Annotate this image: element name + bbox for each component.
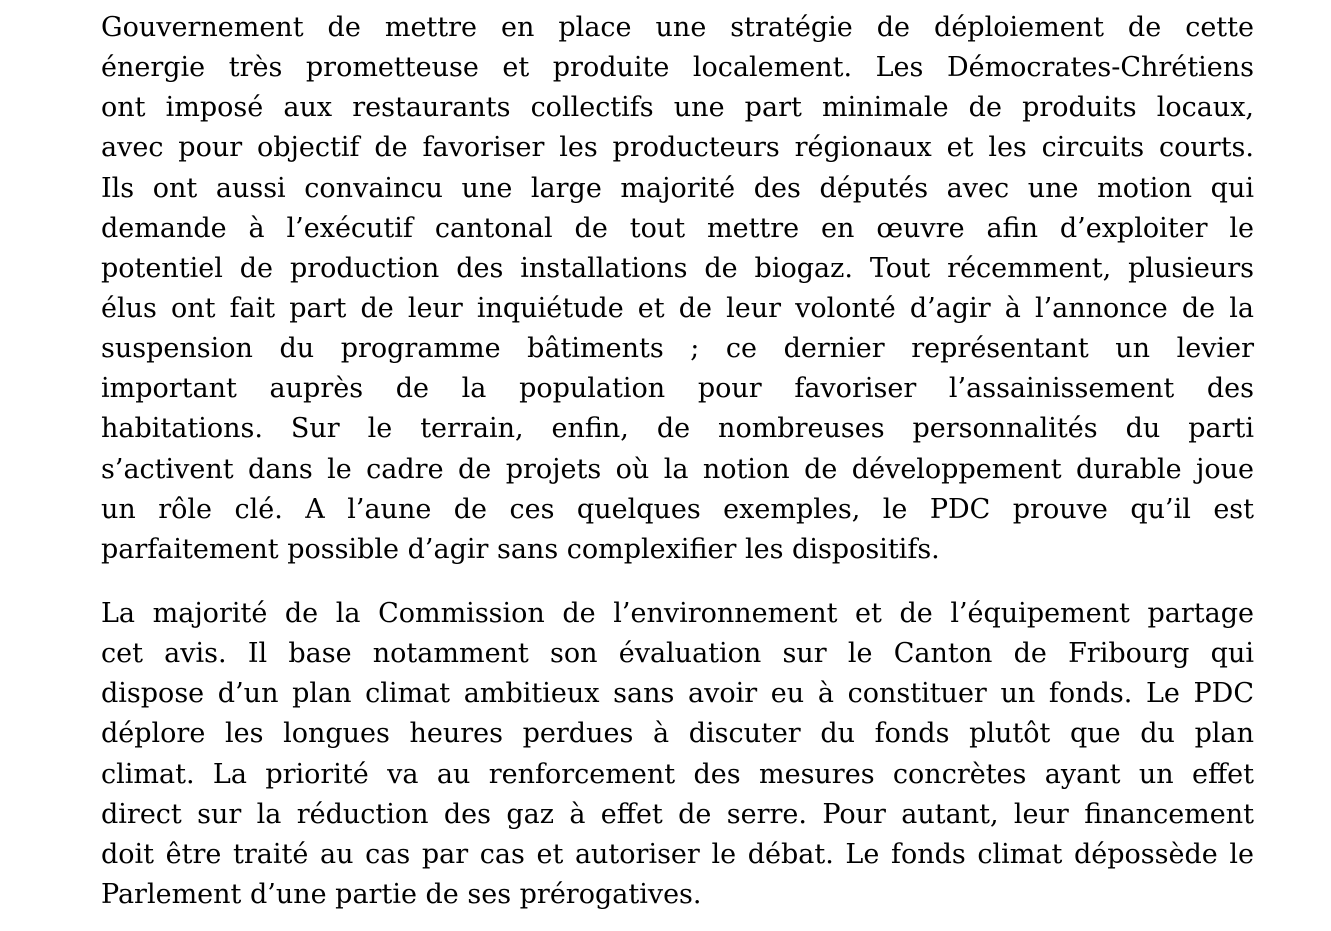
paragraph-line: énergie très prometteuse et produite localement. Les Démocrates-Chrétiens <box>101 52 1254 84</box>
paragraph-line: déplore les longues heures perdues à discuter du fonds plutôt que du plan <box>101 718 1254 750</box>
paragraph-line: élus ont fait part de leur inquiétude et de leur volonté d’agir à l’annonce de la <box>101 292 1254 324</box>
paragraph-line: Parlement d’une partie de ses prérogatives. <box>101 878 702 910</box>
paragraph-line: suspension du programme bâtiments ; ce dernier représentant un levier <box>101 333 1254 365</box>
paragraph-spacing <box>101 570 1254 594</box>
paragraph-line: dispose d’un plan climat ambitieux sans avoir eu à constituer un fonds. Le PDC <box>101 678 1254 710</box>
paragraph-line: ont imposé aux restaurants collectifs une part minimale de produits locaux, <box>101 92 1254 124</box>
paragraph-line: habitations. Sur le terrain, enfin, de nombreuses personnalités du parti <box>101 413 1254 445</box>
paragraph-line: Gouvernement de mettre en place une stratégie de déploiement de cette <box>101 12 1254 43</box>
paragraph-line: Ils ont aussi convaincu une large majorité des députés avec une motion qui <box>101 172 1254 204</box>
clipped-previous-line <box>101 0 1254 8</box>
paragraph-line: direct sur la réduction des gaz à effet de serre. Pour autant, leur financement <box>101 798 1254 830</box>
paragraph-line: climat. La priorité va au renforcement des mesures concrètes ayant un effet <box>101 758 1254 790</box>
paragraph-line: s’activent dans le cadre de projets où la notion de développement durable joue <box>101 453 1254 485</box>
paragraph-2 <box>101 594 1254 915</box>
document-page <box>101 0 1254 915</box>
paragraph-line: La majorité de la Commission de l’environnement et de l’équipement partage <box>101 597 1254 629</box>
paragraph-line: cet avis. Il base notamment son évaluation sur le Canton de Fribourg qui <box>101 638 1254 670</box>
paragraph-line: demande à l’exécutif cantonal de tout mettre en œuvre afin d’exploiter le <box>101 212 1254 244</box>
paragraph-line: important auprès de la population pour favoriser l’assainissement des <box>101 373 1254 405</box>
paragraph-line: parfaitement possible d’agir sans complexifier les dispositifs. <box>101 533 940 565</box>
paragraph-1 <box>101 8 1254 570</box>
paragraph-line: avec pour objectif de favoriser les producteurs régionaux et les circuits courts. <box>101 132 1254 164</box>
paragraph-line: doit être traité au cas par cas et autoriser le débat. Le fonds climat dépossède le <box>101 838 1254 870</box>
paragraph-line: un rôle clé. A l’aune de ces quelques exemples, le PDC prouve qu’il est <box>101 493 1254 525</box>
paragraph-line: potentiel de production des installations de biogaz. Tout récemment, plusieurs <box>101 252 1254 284</box>
